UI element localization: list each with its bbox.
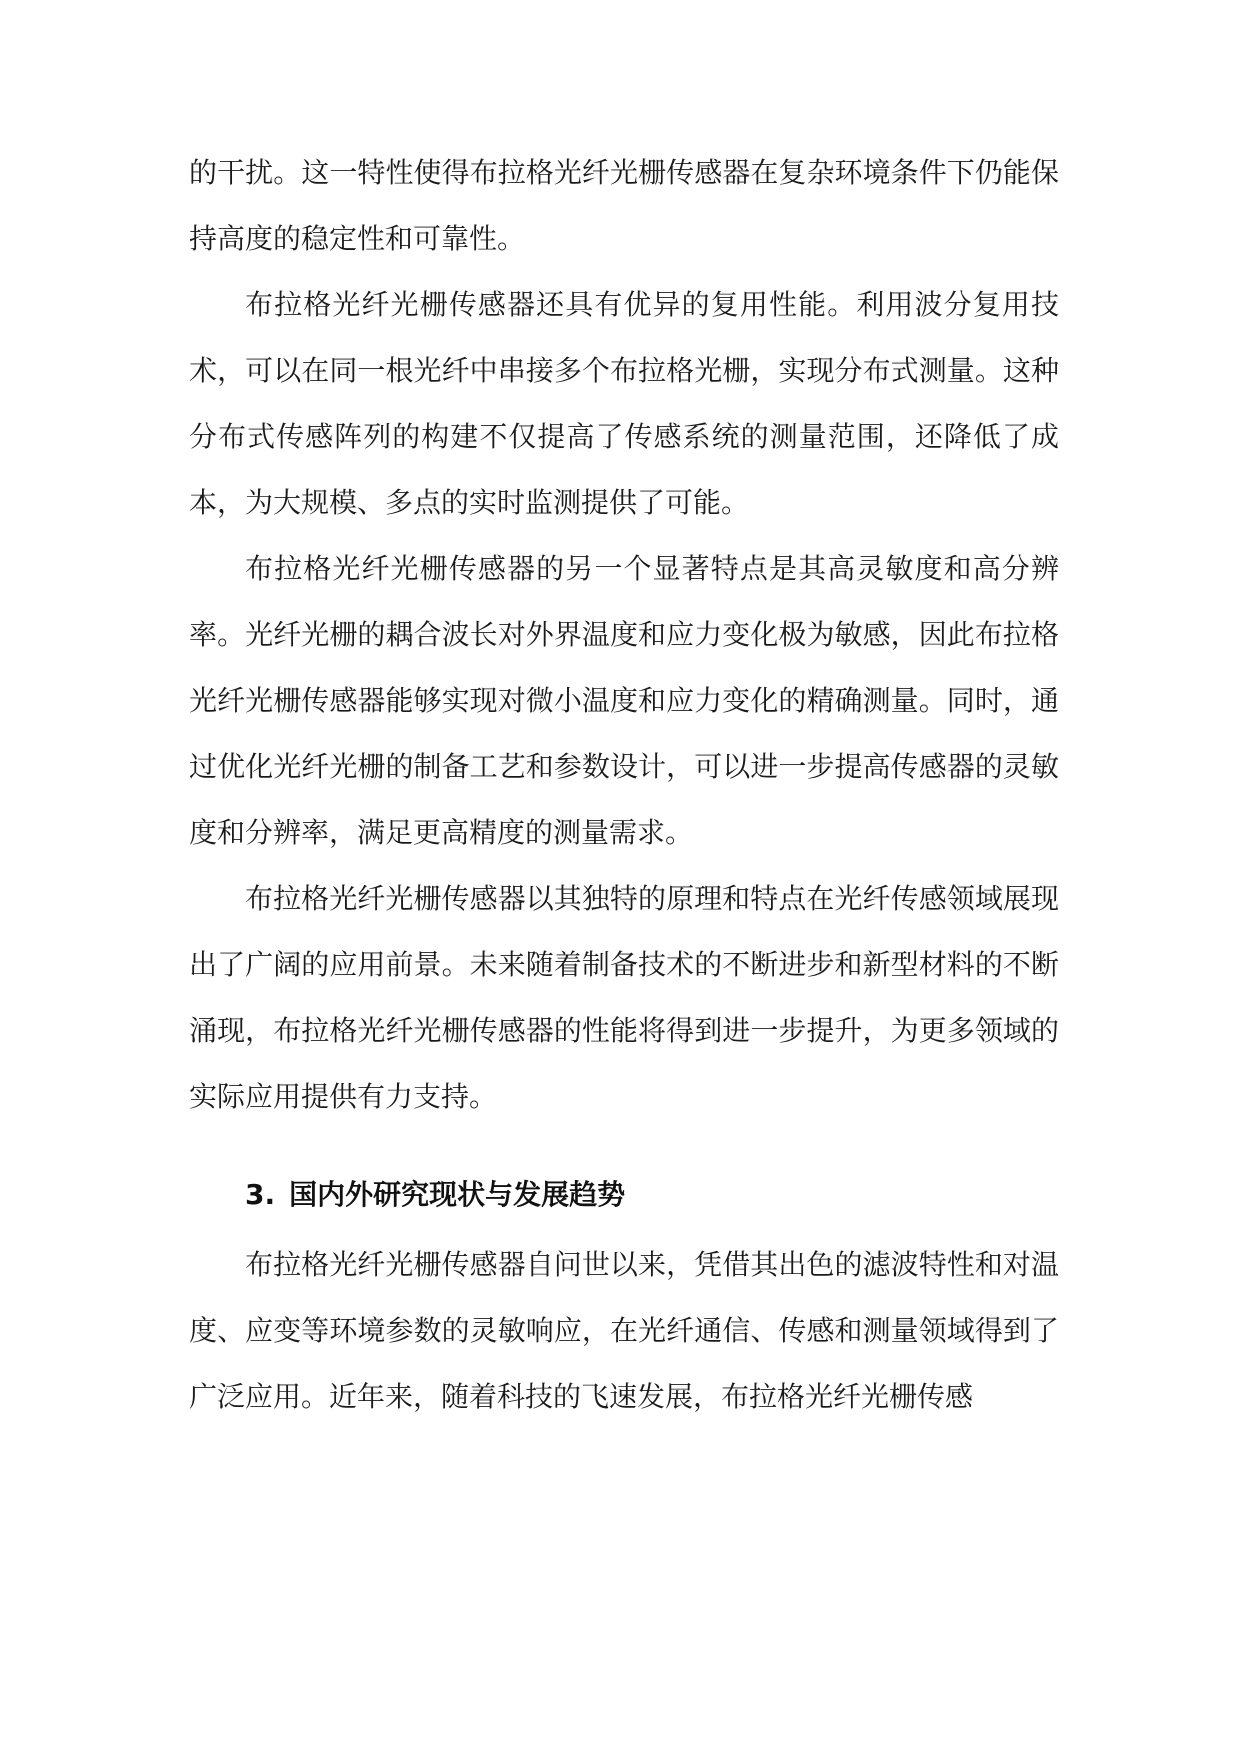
section-heading (189, 1162, 1059, 1228)
paragraph-research-status: 布拉格光纤光栅传感器自问世以来，凭借其出色的滤波特性和对温度、应变等环境参数的灵敏响应，在光纤通信、传感和测量领域得到了广泛应用。近年来，随着科技的飞速发展，布拉格光纤光栅传感 (189, 1248, 1059, 1413)
section-title: 国内外研究现状与发展趋势 (289, 1178, 626, 1211)
paragraph-multiplexing: 布拉格光纤光栅传感器还具有优异的复用性能。利用波分复用技术，可以在同一根光纤中串接多个布拉格光栅，实现分布式测量。这种分布式传感阵列的构建不仅提高了传感系统的测量范围，还降低了成本，为大规模、多点的实时监测提供了可能。 (189, 288, 1059, 519)
document-body (189, 140, 1059, 1430)
paragraph-continuation: 的干扰。这一特性使得布拉格光纤光栅传感器在复杂环境条件下仍能保持高度的稳定性和可靠性。 (189, 156, 1059, 255)
section-number: 3. (245, 1178, 276, 1211)
paragraph-sensitivity: 布拉格光纤光栅传感器的另一个显著特点是其高灵敏度和高分辨率。光纤光栅的耦合波长对外界温度和应力变化极为敏感，因此布拉格光纤光栅传感器能够实现对微小温度和应力变化的精确测量。同时，通过优化光纤光栅的制备工艺和参数设计，可以进一步提高传感器的灵敏度和分辨率，满足更高精度的测量需求。 (189, 552, 1059, 849)
paragraph-prospects: 布拉格光纤光栅传感器以其独特的原理和特点在光纤传感领域展现出了广阔的应用前景。未来随着制备技术的不断进步和新型材料的不断涌现，布拉格光纤光栅传感器的性能将得到进一步提升，为更多领域的实际应用提供有力支持。 (189, 882, 1059, 1113)
